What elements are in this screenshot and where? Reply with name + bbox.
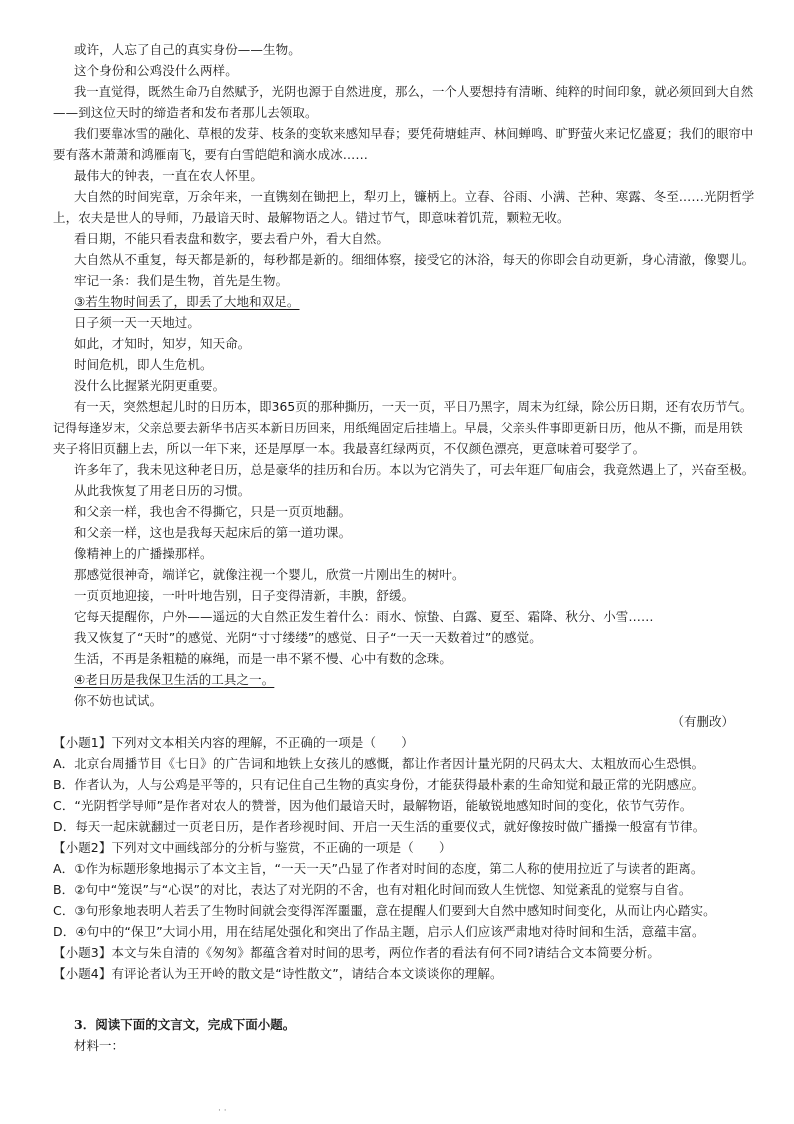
underlined-sentence-3: ③若生物时间丢了，即丢了大地和双足。: [74, 294, 300, 309]
footer-mark: · ·: [218, 1106, 227, 1116]
article-line: 我又恢复了“天时”的感觉、光阴“寸寸缕缕”的感觉、日子“一天一天数着过”的感觉。: [74, 630, 542, 645]
article-line: 这个身份和公鸡没什么两样。: [74, 63, 238, 78]
article-line: 像精神上的广播操那样。: [74, 546, 213, 561]
question-2-option-c: C．③句形象地表明人若丢了生物时间就会变得浑浑噩噩，意在提醒人们要到大自然中感知时间变化，从而让内心踏实。: [53, 903, 716, 918]
question-2-stem: 【小题2】下列对文中画线部分的分析与鉴赏，不正确的一项是（ ）: [53, 840, 452, 855]
article-line: 看日期，不能只看表盘和数字，要去看户外，看大自然。: [74, 231, 390, 246]
material-label: 材料一：: [74, 1038, 125, 1053]
question-4-stem: 【小题4】有评论者认为王开岭的散文是“诗性散文”，请结合本文谈谈你的理解。: [53, 966, 503, 981]
article-line: 大自然的时间宪章，万余年来，一直镌刻在锄把上，犁刃上，镰柄上。立春、谷雨、小满、芒种、寒露、冬至……光阴哲学: [74, 189, 755, 204]
article-line: 那感觉很神奇，端详它，就像注视一个婴儿，欣赏一片刚出生的树叶。: [74, 567, 465, 582]
article-line: 大自然从不重复，每天都是新的，每秒都是新的。细细体察，接受它的沐浴，每天的你即会自动更新，身心清澈，像婴儿。: [74, 252, 755, 267]
underlined-sentence-4: ④老日历是我保卫生活的工具之一。: [74, 672, 275, 687]
article-line: 它每天提醒你，户外——遥远的大自然正发生着什么：雨水、惊蛰、白露、夏至、霜降、秋分、小雪……: [74, 609, 654, 624]
article-line: 有一天，突然想起儿时的日历本，即365页的那种撕历，一天一页，平日乃黑字，周末为红绿，除公历日期，还有农历节气。: [74, 400, 753, 414]
article-line: 和父亲一样，这也是我每天起床后的第一道功课。: [74, 525, 352, 540]
question-3-stem: 【小题3】本文与朱自清的《匆匆》都蕴含着对时间的思考，两位作者的看法有何不同?请结合文本简要分析。: [53, 945, 660, 960]
article-line: 日子须一天一天地过。: [74, 315, 201, 330]
article-line: 我们要靠冰雪的融化、草根的发芽、枝条的变软来感知早春；要凭荷塘蛙声、林间蝉鸣、旷野萤火来记忆盛夏；我们的眼帘中: [74, 127, 754, 141]
article-line: 最伟大的钟表，一直在农人怀里。: [74, 168, 264, 183]
question-2-option-b: B．②句中“笼误”与“心误”的对比，表达了对光阴的不舍，也有对粗化时间而致人生恍惚、知觉紊乱的觉察与自省。: [53, 882, 692, 897]
source-note: （有删改）: [671, 714, 734, 729]
article-line: 没什么比握紧光阴更重要。: [74, 378, 226, 393]
question-2-option-a: A．①作为标题形象地揭示了本文主旨，“一天一天”凸显了作者对时间的态度，第二人称的使用拉近了与读者的距离。: [53, 861, 704, 876]
article-line: 或许，人忘了自己的真实身份——生物。: [74, 42, 301, 57]
article-line: 时间危机，即人生危机。: [74, 357, 213, 372]
question-2-option-d: D．④句中的“保卫”大词小用，用在结尾处强化和突出了作品主题，启示人们应该严肃地对待时间和生活，意蕴丰富。: [53, 924, 705, 939]
article-line: 一页页地迎接，一叶叶地告别，日子变得清新，丰腴，舒缓。: [74, 588, 415, 603]
question-1-stem: 【小题1】下列对文本相关内容的理解，不正确的一项是（ ）: [53, 735, 414, 750]
question-1-option-d: D．每天一起床就翻过一页老日历，是作者珍视时间、开启一天生活的重要仪式，就好像按时做广播操一般富有节律。: [53, 819, 706, 834]
article-line: 从此我恢复了用老日历的习惯。: [74, 483, 251, 498]
question-1-option-a: A．北京台周播节目《七日》的广告词和地铁上女孩儿的感慨，都让作者因计量光阴的尺码太大、太粗放而心生恐惧。: [53, 756, 705, 771]
article-line: 你不妨也试试。: [74, 693, 163, 708]
article-line: 和父亲一样，我也舍不得撕它，只是一页页地翻。: [74, 504, 352, 519]
article-line: 如此，才知时，知岁，知天命。: [74, 336, 251, 351]
article-line: 牢记一条：我们是生物，首先是生物。: [74, 273, 289, 288]
article-line: 我一直觉得，既然生命乃自然赋予，光阴也源于自然进度，那么，一个人要想持有清晰、纯粹的时间印象，就必须回到大自然: [74, 85, 754, 99]
question-1-option-c: C．“光阴哲学导师”是作者对农人的赞誉，因为他们最谙天时，最解物语，能敏锐地感知时间的变化，依节气劳作。: [53, 798, 693, 813]
article-line: 生活，不再是条粗糙的麻绳，而是一串不紧不慢、心中有数的念珠。: [74, 651, 453, 666]
article-line: 要有落木萧萧和鸿雁南飞，要有白雪皑皑和滴水成冰……: [53, 147, 369, 162]
article-line: 上，农夫是世人的导师，乃最谙天时、最解物语之人。错过节气，即意味着饥荒，颗粒无收。: [53, 210, 570, 225]
article-line: 记得每逢岁末，父亲总要去新华书店买本新日历回来，用纸绳固定后挂墙上。早晨，父亲头件事即更新日历，他从不撕，而是用铁: [53, 421, 743, 435]
section-heading: 3．阅读下面的文言文，完成下面小题。: [74, 1017, 296, 1032]
article-line: ——到这位天时的缔造者和发布者那儿去领取。: [53, 105, 318, 120]
article-line: 许多年了，我未见这种老日历，总是豪华的挂历和台历。本以为它消失了，可去年逛厂甸庙会，我竟然遇上了，兴奋至极。: [74, 462, 755, 477]
article-line: 夹子将旧页翻上去，所以一年下来，还是厚厚一本。我最喜红绿两页，不仅颜色漂亮，更意味着可娶学了。: [53, 441, 646, 456]
question-1-option-b: B．作者认为，人与公鸡是平等的，只有记住自己生物的真实身份，才能获得最朴素的生命知觉和最正常的光阴感应。: [53, 777, 705, 792]
